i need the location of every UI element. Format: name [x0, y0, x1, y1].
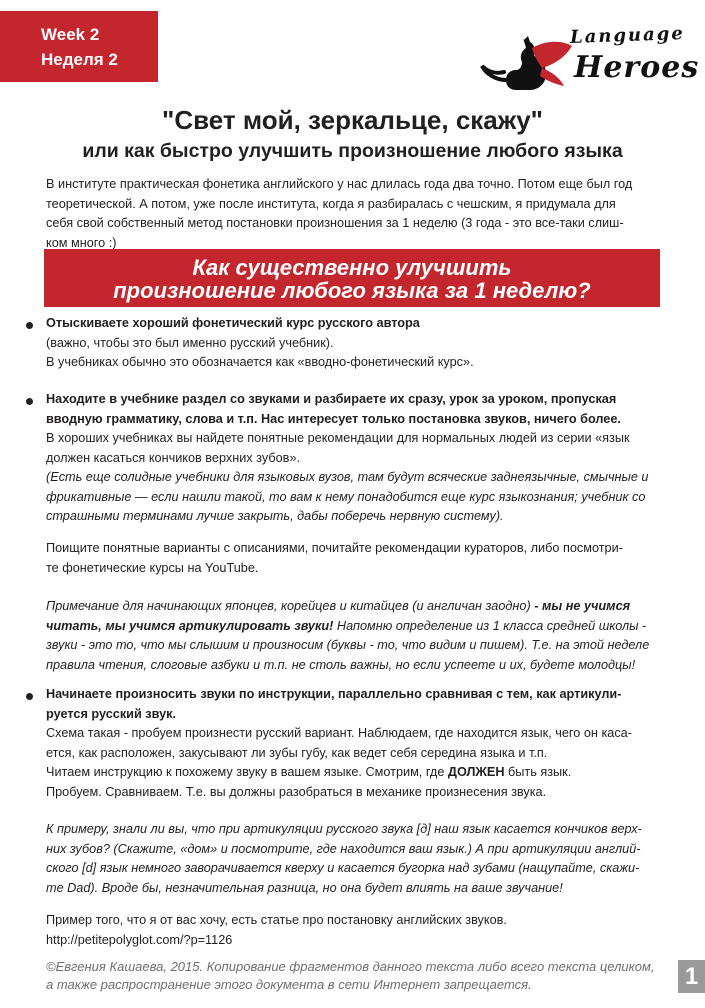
- intro-line: теоретической. А потом, уже после института, когда я разбиралась с чешским, я придумала для: [46, 196, 616, 211]
- bullet-italic-line: (Есть еще солидные учебники для языковых вузов, там будут всяческие заднеязычные, смычные и: [46, 470, 649, 484]
- footer-line: а также распространение этого документа в сети Интернет запрещается.: [46, 977, 532, 992]
- note-text: Напомню определение из 1 класса средней школы -: [333, 618, 647, 633]
- bullet-icon: [26, 398, 33, 405]
- note-text: Примечание для начинающих японцев, корейцев и китайцев (и англичан заодно): [46, 599, 535, 613]
- logo-text-language: Language: [569, 23, 686, 48]
- page-subtitle: или как быстро улучшить произношение любого языка: [82, 140, 623, 162]
- bullet-italic-line: страшными терминами лучше закрыть, дабы поберечь нервную систему).: [46, 509, 504, 523]
- bullet-text-line: (важно, чтобы это был именно русский учебник).: [46, 335, 334, 350]
- bullet-text: Читаем инструкцию к похожему звуку в вашем языке. Смотрим, где: [46, 765, 448, 779]
- section-banner: [44, 249, 660, 307]
- banner-line: произношение любого языка за 1 неделю?: [113, 278, 591, 303]
- language-heroes-logo: [476, 18, 700, 98]
- bullet-title-line: вводную грамматику, слова и т.п. Нас интересует только постановка звуков, ничего более.: [46, 411, 621, 426]
- intro-line: В институте практическая фонетика английского у нас длилась года два точно. Потом еще был год: [46, 177, 633, 191]
- note-emphasis: - мы не учимся: [534, 599, 631, 613]
- bullet-icon: [26, 322, 33, 329]
- page-number: 1: [678, 960, 705, 993]
- week-label-en: Week 2: [41, 25, 100, 44]
- intro-line: ком много :): [46, 235, 117, 250]
- bullet-item-2: [46, 390, 670, 527]
- tip-line: те фонетические курсы на YouTube.: [46, 560, 259, 575]
- bullet-text-line: должен касаться кончиков верхних зубов».: [46, 450, 300, 465]
- example-paragraph: [46, 820, 670, 898]
- example-line: ского [d] язык немного заворачивается кверху и касается бугорка над зубами (нащупайте, скажи-: [46, 861, 640, 875]
- note-emphasis: читать, мы учимся артикулировать звуки!: [46, 618, 334, 633]
- page-title: "Свет мой, зеркальце, скажу": [162, 105, 543, 135]
- week-label-ru: Неделя 2: [41, 50, 118, 69]
- bullet-text-line: ется, как расположен, закусывают ли зубы губу, как ведет себя середина языка и т.п.: [46, 745, 548, 760]
- bullet-text-line: В хороших учебниках вы найдете понятные рекомендации для нормальных людей из серии «язык: [46, 431, 630, 445]
- bullet-text-line: [46, 763, 670, 783]
- bullet-emphasis: ДОЛЖЕН: [447, 765, 505, 779]
- hero-cat-icon: [476, 18, 576, 98]
- intro-line: себя свой собственный метод постановки произношения за 1 неделю (3 года - это все-таки слиш-: [46, 216, 624, 230]
- bullet-title-line: Начинаете произносить звуки по инструкции, параллельно сравнивая с тем, как артикули-: [46, 687, 622, 701]
- bullet-icon: [26, 693, 33, 700]
- bullet-text-line: Схема такая - пробуем произнести русский вариант. Наблюдаем, где находится язык, чего он касa-: [46, 726, 632, 740]
- banner-line: Как существенно улучшить: [192, 255, 512, 280]
- bullet-text: быть язык.: [504, 765, 572, 779]
- copyright-footer: [46, 958, 676, 994]
- note-line-3: звуки - это то, что мы слышим и произносим (буквы - то, что видим и пишем). Т.е. на этой неделе: [46, 638, 650, 652]
- note-line-1: [46, 597, 670, 617]
- note-line-4: правила чтения, слоговые азбуки и т.п. не столь важны, но если успеете и их, будете молодцы!: [46, 657, 636, 672]
- intro-paragraph: [46, 175, 670, 253]
- bullet-item-1: [46, 314, 670, 373]
- bullet-title: Отыскиваете хороший фонетический курс русского автора: [46, 316, 420, 330]
- bullet-title-line: Находите в учебнике раздел со звуками и разбираете их сразу, урок за уроком, пропуская: [46, 392, 617, 406]
- bullet-italic-line: фрикативные — если нашли такой, то вам к нему понадобится еще курс языкознания; учебник со: [46, 489, 646, 504]
- bullet-text-line: В учебниках обычно это обозначается как «вводно-фонетический курс».: [46, 355, 474, 369]
- tip-paragraph: [46, 539, 670, 578]
- footer-line: ©Евгения Кашаева, 2015. Копирование фрагментов данного текста либо всего текста целиком,: [46, 959, 655, 974]
- logo-text-heroes: Heroes: [574, 50, 700, 85]
- bullet-title-line: руется русский звук.: [46, 706, 177, 721]
- link-paragraph: [46, 911, 670, 950]
- week-badge: [0, 11, 158, 82]
- note-line-2: [46, 617, 670, 637]
- link-intro: Пример того, что я от вас хочу, есть статье про постановку английских звуков.: [46, 913, 507, 927]
- bullet-text-line: Пробуем. Сравниваем. Т.е. вы должны разобраться в механике произнесения звука.: [46, 784, 547, 799]
- example-line: них зубов? (Скажите, «дом» и посмотрите, где находится ваш язык.) А при артикуляции англий-: [46, 841, 641, 856]
- example-line: К примеру, знали ли вы, что при артикуляции русского звука [д] наш язык касается кончиков верх-: [46, 822, 642, 836]
- example-line: те Dad). Вроде бы, незначительная разница, но она будет влиять на ваше звучание!: [46, 880, 563, 895]
- bullet-item-3: [46, 685, 670, 802]
- tip-line: Поищите понятные варианты с описаниями, почитайте рекомендации кураторов, либо посмотри-: [46, 541, 623, 555]
- note-paragraph: [46, 597, 670, 675]
- article-link[interactable]: http://petitepolyglot.com/?p=1126: [46, 932, 233, 947]
